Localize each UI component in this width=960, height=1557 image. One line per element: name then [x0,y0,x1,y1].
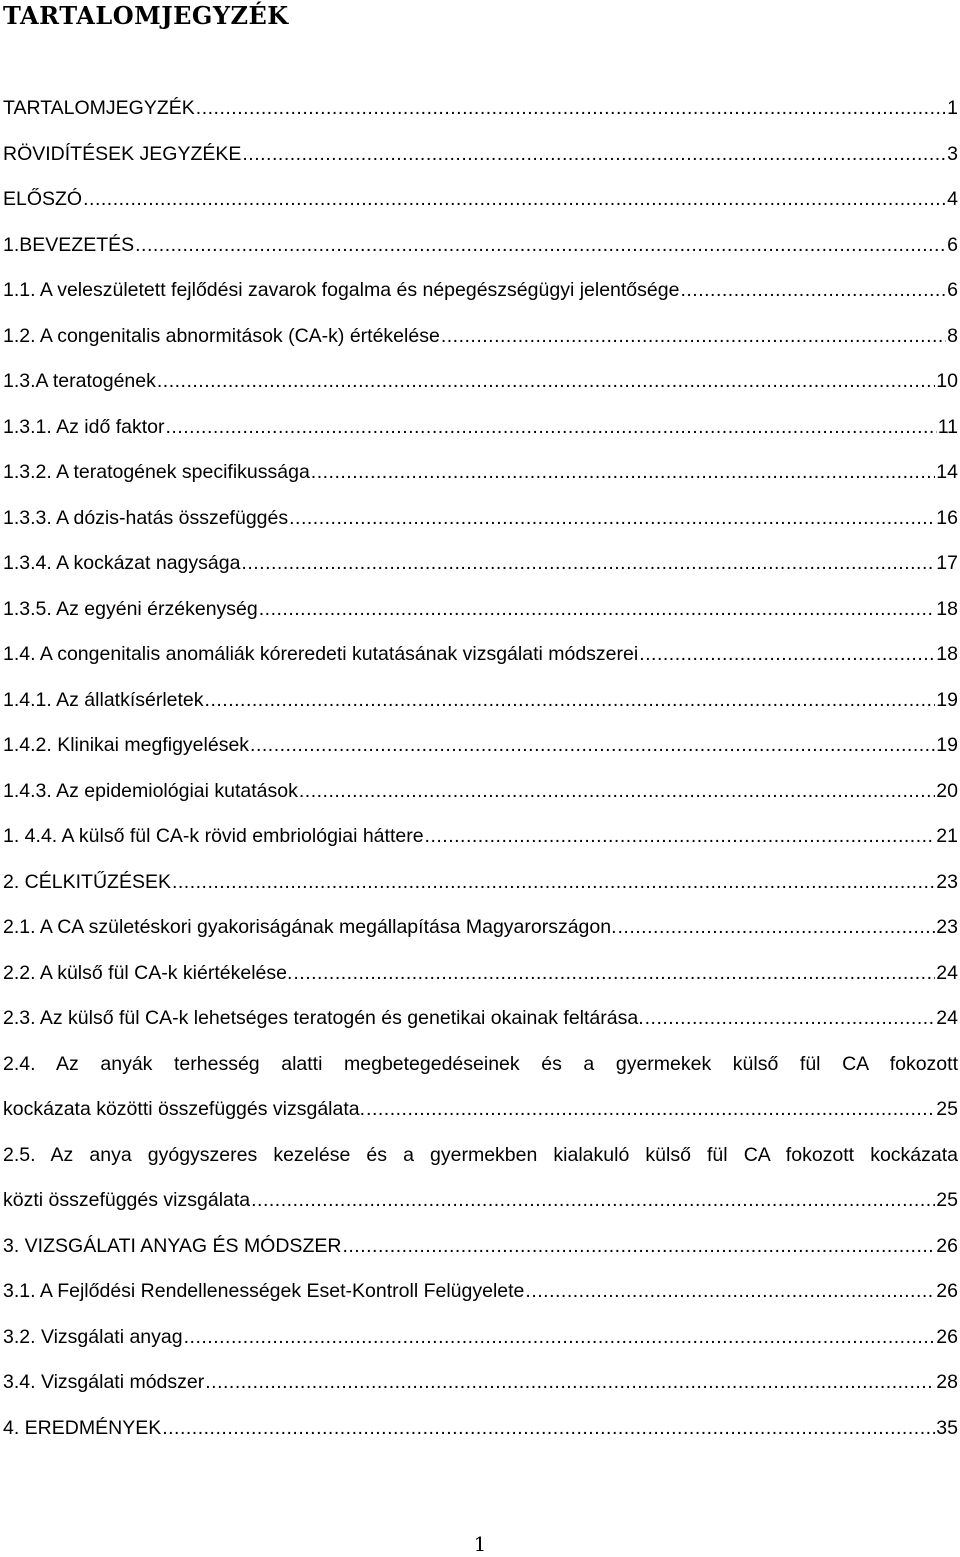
toc-entry-title: 1. 4.4. A külső fül CA-k rövid embriológiai háttere [3,825,424,847]
toc-entry-title: 1.BEVEZETÉS [3,233,135,256]
toc-entry-title: 2.3. Az külső fül CA-k lehetséges teratogén és genetikai okainak feltárása. [3,1007,644,1029]
toc-entry-page: 24 [936,961,958,984]
toc-entry-title: 1.3.A teratogének [3,370,156,392]
toc-entry[interactable] [3,1087,958,1133]
toc-entry-title: 1.4.1. Az állatkísérletek [3,688,204,711]
toc-entry-page: 18 [936,643,958,665]
dot-leader [162,1406,935,1452]
toc-entry-page: 24 [936,1007,958,1029]
dot-leader [441,314,946,360]
toc-entry-title: 3.4. Vizsgálati módszer [3,1371,205,1393]
toc-entry[interactable] [3,450,958,496]
toc-entry[interactable] [3,86,958,132]
toc-entry-title: ELŐSZÓ [3,188,83,210]
toc-entry[interactable] [3,268,958,314]
dot-leader [293,951,935,997]
toc-entry[interactable] [3,951,958,997]
toc-entry[interactable] [3,860,958,906]
toc-entry-page: 26 [936,1234,958,1257]
toc-entry[interactable] [3,405,958,451]
toc-entry[interactable] [3,496,958,542]
toc-entry-page: 25 [936,1189,958,1211]
dot-leader [157,359,935,405]
dot-leader [425,814,936,860]
toc-entry[interactable] [3,314,958,360]
toc-entry[interactable] [3,678,958,724]
toc-entry-page: 35 [936,1416,958,1439]
dot-leader [184,1315,936,1361]
toc-entry-page: 16 [936,506,958,529]
toc-entry-page: 4 [947,188,958,210]
dot-leader [618,905,936,951]
dot-leader [366,1087,935,1133]
dot-leader [242,132,946,178]
toc-entry-title: kockázata közötti összefüggés vizsgálata. [3,1098,366,1120]
toc-entry[interactable] [3,359,958,405]
toc-entry[interactable] [3,723,958,769]
toc-entry-page: 1 [947,97,958,119]
dot-leader [342,1224,935,1270]
dot-leader [166,405,937,451]
toc-entry-title: TARTALOMJEGYZÉK [3,97,195,119]
dot-leader [289,496,935,542]
toc-entry-title: 2. CÉLKITŰZÉSEK [3,870,171,893]
dot-leader [680,268,946,314]
dot-leader [205,678,936,724]
toc-entry-page: 18 [936,597,958,620]
table-of-contents [3,86,958,1451]
toc-entry-title: 1.3.1. Az idő faktor [3,415,165,438]
toc-entry-page: 19 [936,688,958,711]
toc-entry-page: 10 [936,370,958,392]
toc-entry-page: 21 [936,825,958,847]
toc-entry-page: 23 [936,870,958,893]
toc-entry[interactable] [3,814,958,860]
toc-entry[interactable] [3,1224,958,1270]
toc-entry[interactable] [3,541,958,587]
toc-entry-page: 17 [936,552,958,574]
toc-entry-title: 1.3.4. A kockázat nagysága [3,552,241,574]
toc-entry-page: 26 [936,1280,958,1302]
dot-leader [639,632,935,678]
toc-entry-page: 14 [936,461,958,483]
dot-leader [83,177,946,223]
toc-entry[interactable] [3,223,958,269]
page-title: TARTALOMJEGYZÉK [3,1,289,30]
toc-entry-page: 26 [936,1325,958,1348]
dot-leader [259,587,936,633]
dot-leader [250,723,935,769]
toc-entry-title: 2.2. A külső fül CA-k kiértékelése. [3,961,293,984]
toc-entry[interactable] [3,1269,958,1315]
toc-entry-title: közti összefüggés vizsgálata [3,1189,251,1211]
toc-entry-title: 3.1. A Fejlődési Rendellenességek Eset-Kontroll Felügyelete [3,1280,525,1302]
toc-entry-page: 6 [947,233,958,256]
toc-entry[interactable] [3,1360,958,1406]
toc-entry[interactable] [3,996,958,1042]
toc-entry[interactable] [3,905,958,951]
toc-entry-title: 2.1. A CA születéskori gyakoriságának megállapítása Magyarországon. [3,916,617,938]
toc-entry-title: 1.2. A congenitalis abnormitások (CA-k) értékelése [3,324,440,347]
dot-leader [205,1360,935,1406]
toc-entry-first-line[interactable]: 2.5. Az anya gyógyszeres kezelése és a gyermekben kialakuló külső fül CA fokozott kockázata [3,1143,958,1166]
toc-entry-page: 11 [937,415,958,438]
toc-entry[interactable] [3,1406,958,1452]
dot-leader [172,860,935,906]
toc-entry-title: 3. VIZSGÁLATI ANYAG ÉS MÓDSZER [3,1234,342,1257]
toc-entry-page: 6 [947,279,958,301]
toc-entry-title: 1.3.2. A teratogének specifikussága [3,461,310,483]
toc-entry-page: 19 [936,734,958,756]
dot-leader [311,450,936,496]
page-number: 1 [473,1532,487,1556]
toc-entry[interactable] [3,177,958,223]
toc-entry-page: 8 [947,324,958,347]
toc-entry-title: 4. EREDMÉNYEK [3,1416,162,1439]
toc-entry-page: 3 [947,142,958,165]
toc-entry-title: 1.3.3. A dózis-hatás összefüggés [3,506,289,529]
toc-entry[interactable] [3,632,958,678]
toc-entry-page: 28 [936,1371,958,1393]
toc-entry[interactable] [3,769,958,815]
dot-leader [645,996,936,1042]
toc-entry-title: RÖVIDÍTÉSEK JEGYZÉKE [3,142,242,165]
toc-entry-title: 1.4. A congenitalis anomáliák kóreredeti kutatásának vizsgálati módszerei [3,643,639,665]
toc-entry-page: 20 [936,779,958,802]
toc-entry[interactable] [3,587,958,633]
dot-leader [241,541,935,587]
toc-entry-title: 3.2. Vizsgálati anyag [3,1325,183,1348]
toc-entry[interactable] [3,1178,958,1224]
toc-entry[interactable] [3,1315,958,1361]
toc-entry-title: 1.4.3. Az epidemiológiai kutatások [3,779,298,802]
toc-entry-title: 1.4.2. Klinikai megfigyelések [3,734,250,756]
dot-leader [299,769,935,815]
toc-entry-title: 1.1. A veleszületett fejlődési zavarok fogalma és népegészségügyi jelentősége [3,279,680,301]
dot-leader [196,86,946,132]
dot-leader [525,1269,935,1315]
toc-entry-page: 25 [936,1098,958,1120]
toc-entry-page: 23 [936,916,958,938]
toc-entry[interactable] [3,132,958,178]
dot-leader [135,223,946,269]
toc-entry-title: 1.3.5. Az egyéni érzékenység [3,597,258,620]
dot-leader [251,1178,935,1224]
toc-entry-first-line[interactable]: 2.4. Az anyák terhesség alatti megbetegedéseinek és a gyermekek külső fül CA fokozott [3,1052,958,1075]
